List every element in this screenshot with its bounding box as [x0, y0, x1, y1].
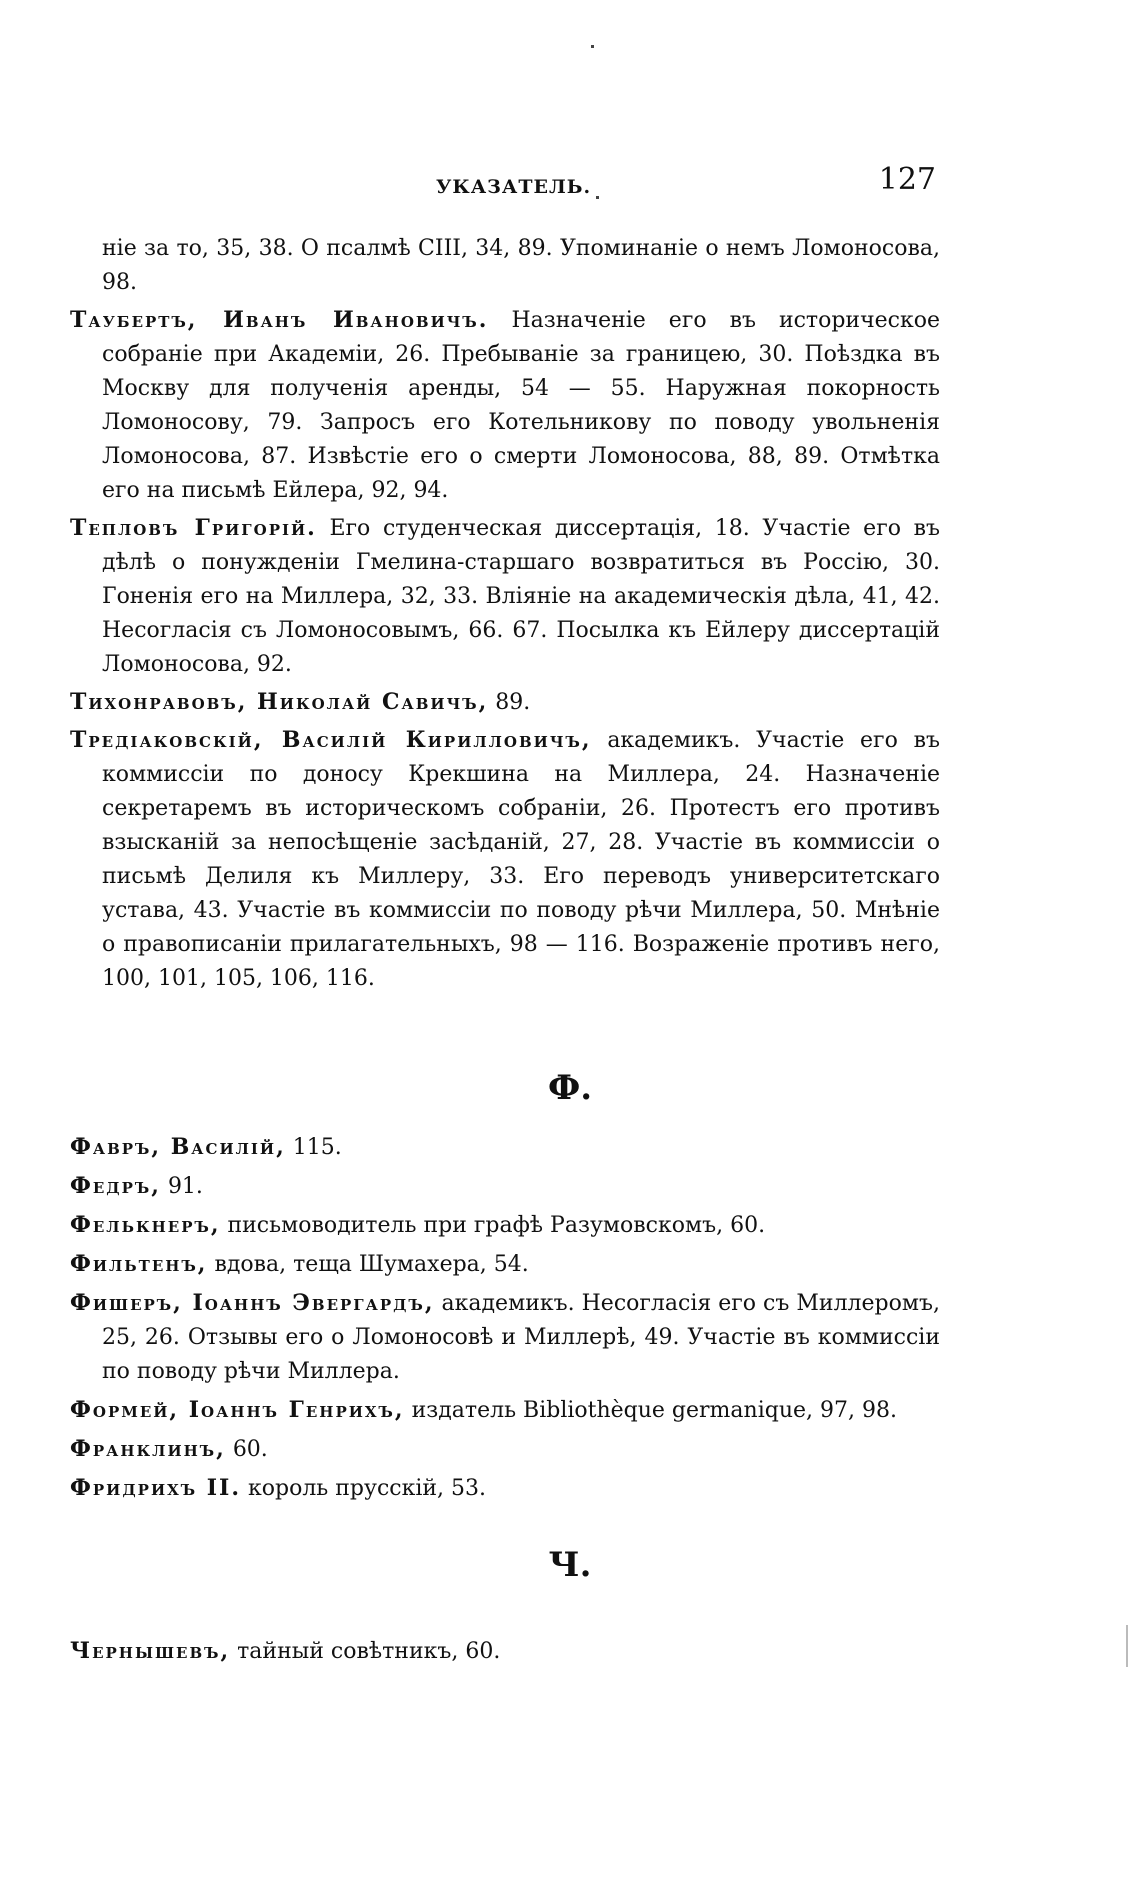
- entry-text: академикъ. Несогласія его съ Миллеромъ, 25, 26. Отзывы его о Ломоносовѣ и Миллерѣ, 49. Участіе въ коммиссіи по поводу рѣчи Миллера.: [102, 1291, 940, 1384]
- entry-name: Фильтенъ,: [70, 1251, 208, 1277]
- entry-name: Фавръ, Василій,: [70, 1134, 286, 1160]
- entry-text: 115.: [292, 1135, 342, 1160]
- index-entry-friedrich: [70, 1471, 940, 1506]
- entry-text: король прусскій, 53.: [248, 1476, 487, 1501]
- entry-name: Таубертъ, Иванъ Ивановичъ.: [70, 307, 489, 333]
- index-entry-favr: [70, 1130, 940, 1165]
- index-entry-chernyshev: [70, 1634, 940, 1669]
- entry-text: академикъ. Участіе его въ коммиссіи по доносу Крекшина на Миллера, 24. Назначеніе секретаремъ въ историческомъ собраніи, 26. Протестъ его противъ взысканій за непосѣщеніе засѣданій, 27, 28. Участіе въ коммиссіи о письмѣ Делиля къ Миллеру, 33. Его переводъ университетскаго устава, 43. Участіе въ коммиссіи по поводу рѣчи Миллера, 50. Мнѣніе о правописаніи прилагательныхъ, 98 — 116. Возраженіе противъ него, 100, 101, 105, 106, 116.: [102, 728, 940, 991]
- entry-name: Фишеръ, Іоаннъ Эвергардъ,: [70, 1290, 435, 1316]
- index-entry-felkner: [70, 1208, 940, 1243]
- index-entry-taubert: [70, 303, 940, 508]
- page-number: 127: [878, 162, 936, 197]
- section-ch-entries: [70, 1634, 940, 1672]
- entry-name: Тредіаковскій, Василій Кирилловичъ,: [70, 727, 592, 753]
- entry-text: тайный совѣтникъ, 60.: [237, 1639, 501, 1664]
- index-entry-tikhonravov: [70, 685, 940, 720]
- index-entry-formey: [70, 1393, 940, 1428]
- index-entry-fedr: [70, 1169, 940, 1204]
- entry-text: вдова, теща Шумахера, 54.: [214, 1252, 529, 1277]
- entry-text: издатель Bibliothèque germanique, 97, 98.: [411, 1398, 897, 1423]
- entry-name: Франклинъ,: [70, 1436, 226, 1462]
- continued-entry: ніе за то, 35, 38. О псалмѣ CIII, 34, 89. Упоминаніе о немъ Ломоносова, 98.: [102, 236, 940, 295]
- section-letter-f: Ф.: [547, 1068, 593, 1108]
- index-entry-fisher: [70, 1286, 940, 1389]
- entry-text: письмоводитель при графѣ Разумовскомъ, 60.: [227, 1213, 766, 1238]
- scan-margin-line-right: [1126, 1625, 1128, 1667]
- entry-name: Федръ,: [70, 1173, 161, 1199]
- entry-name: Фелькнеръ,: [70, 1212, 221, 1238]
- entry-text: 60.: [232, 1437, 268, 1462]
- index-entry-teplov: [70, 511, 940, 682]
- section-t-entries: [70, 232, 940, 999]
- entry-name: Тихонравовъ, Николай Савичъ,: [70, 689, 489, 715]
- section-f-entries: [70, 1130, 940, 1510]
- index-entry-franklin: [70, 1432, 940, 1467]
- page-header: [100, 162, 940, 202]
- entry-name: Формей, Іоаннъ Генрихъ,: [70, 1397, 405, 1423]
- index-entry-filten: [70, 1247, 940, 1282]
- entry-name: Фридрихъ II.: [70, 1475, 241, 1501]
- index-entry-trediakovsky: [70, 723, 940, 996]
- running-title: УКАЗАТЕЛЬ.: [436, 176, 592, 198]
- scan-speck-top: [591, 45, 594, 48]
- entry-text: 91.: [167, 1174, 203, 1199]
- entry-name: Чернышевъ,: [70, 1638, 231, 1664]
- section-letter-ch: Ч.: [548, 1545, 592, 1585]
- entry-name: Тепловъ Григорій.: [70, 515, 317, 541]
- entry-text: 89.: [495, 690, 531, 715]
- entry-text: Назначеніе его въ историческое собраніе при Академіи, 26. Пребываніе за границею, 30. Поѣздка въ Москву для полученія аренды, 54 — 55. Наружная покорность Ломоносову, 79. Запросъ его Котельникову по поводу увольненія Ломоносова, 87. Извѣстіе его о смерти Ломоносова, 88, 89. Отмѣтка его на письмѣ Ейлера, 92, 94.: [102, 308, 940, 503]
- entry-text: Его студенческая диссертація, 18. Участіе его въ дѣлѣ о понужденіи Гмелина-старшаго возвратиться въ Россію, 30. Гоненія его на Миллера, 32, 33. Вліяніе на академическія дѣла, 41, 42. Несогласія съ Ломоносовымъ, 66. 67. Посылка къ Ейлеру диссертацій Ломоносова, 92.: [102, 516, 940, 677]
